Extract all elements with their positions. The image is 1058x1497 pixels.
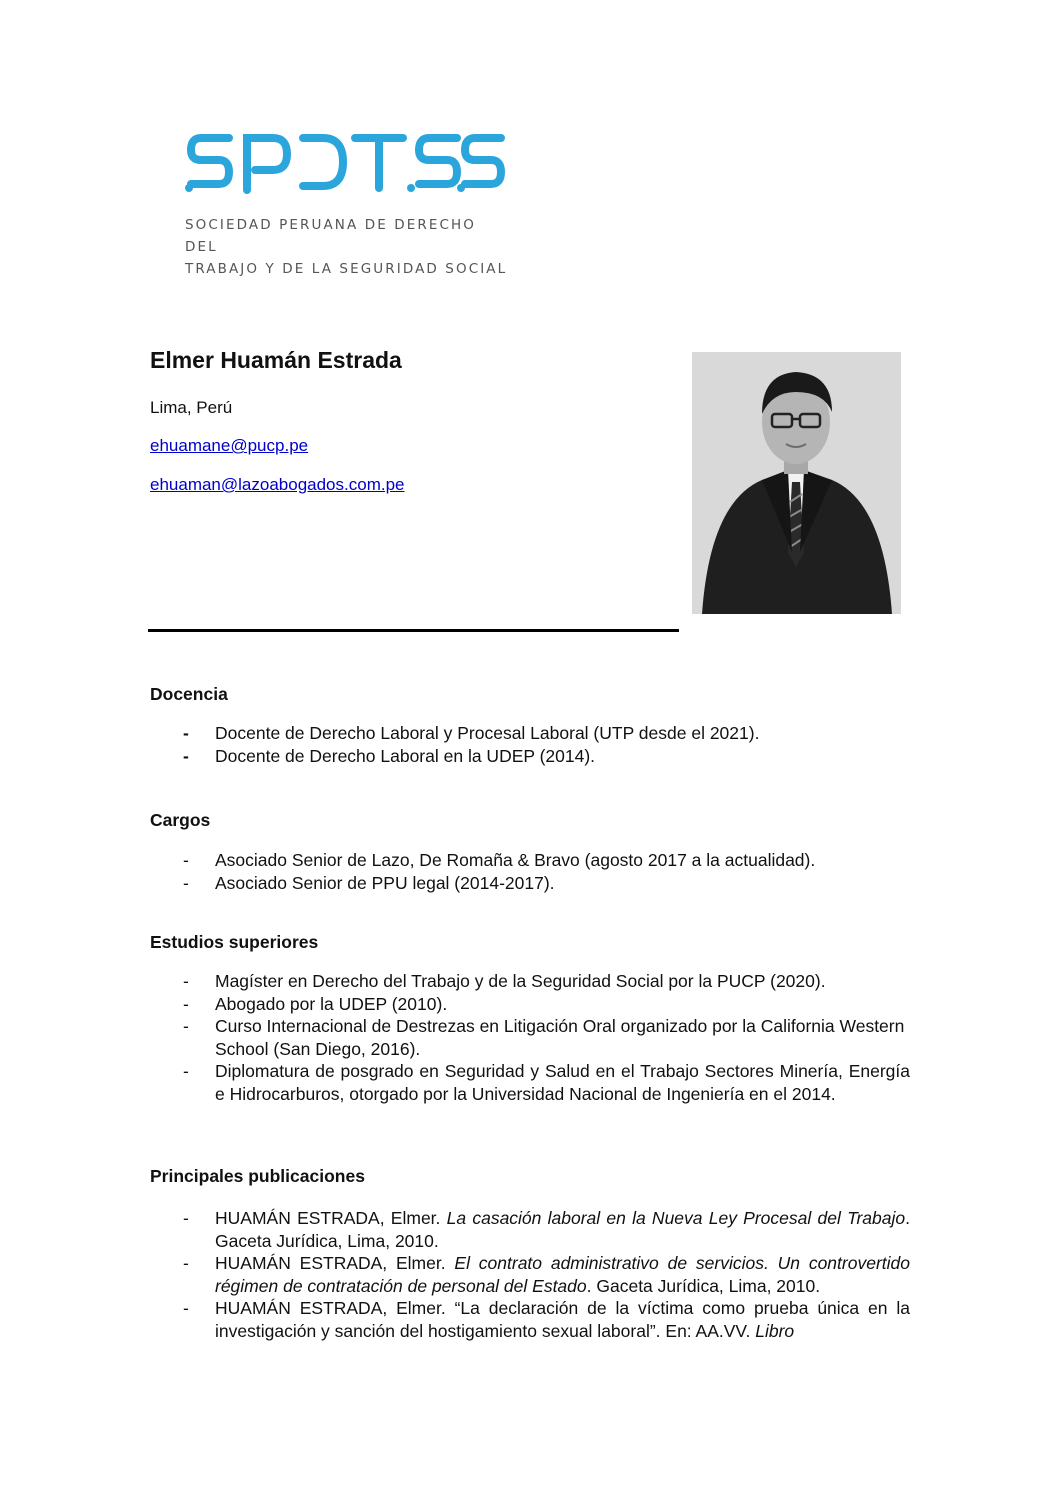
list-item: - Docente de Derecho Laboral y Procesal Laboral (UTP desde el 2021).	[150, 722, 910, 745]
section-title-docencia: Docencia	[150, 684, 228, 704]
logo-subtitle-line-2: TRABAJO Y DE LA SEGURIDAD SOCIAL	[185, 261, 508, 277]
list-item: - Abogado por la UDEP (2010).	[150, 993, 910, 1016]
header-divider	[148, 629, 679, 632]
publication-book: Libro	[755, 1320, 795, 1341]
section-title-publicaciones: Principales publicaciones	[150, 1166, 365, 1186]
publication-details: . Gaceta Jurídica, Lima, 2010.	[215, 1208, 910, 1251]
person-city: Lima, Perú	[150, 398, 233, 417]
list-item: - Diplomatura de posgrado en Seguridad y Salud en el Trabajo Sectores Minería, Energía e Hidrocarburos, otorgado por la Universidad Nacional de Ingeniería en el 2014.	[150, 1060, 910, 1105]
person-name: Elmer Huamán Estrada	[150, 347, 402, 373]
email-link-pucp[interactable]: ehuamane@pucp.pe	[150, 436, 309, 455]
section-title-estudios: Estudios superiores	[150, 932, 319, 952]
list-item: - Curso Internacional de Destrezas en Litigación Oral organizado por la California Western School (San Diego, 2016).	[150, 1015, 910, 1060]
publicaciones-list	[150, 1207, 910, 1342]
publication-item	[150, 1207, 910, 1252]
publication-title: “La declaración de la víctima como prueba única en la investigación y sanción del hostigamiento sexual laboral”. En: AA.VV.	[215, 1298, 910, 1341]
list-item: - Docente de Derecho Laboral en la UDEP (2014).	[150, 745, 910, 768]
email-link-lazo[interactable]: ehuaman@lazoabogados.com.pe	[150, 475, 405, 494]
spdtss-logo	[185, 128, 515, 280]
list-item: - Asociado Senior de PPU legal (2014-2017).	[150, 872, 910, 895]
publication-title: La casación laboral en la Nueva Ley Procesal del Trabajo	[446, 1208, 906, 1228]
estudios-list	[150, 970, 910, 1105]
publication-details: . Gaceta Jurídica, Lima, 2010.	[586, 1275, 821, 1296]
publication-author: HUAMÁN ESTRADA, Elmer.	[215, 1208, 447, 1228]
profile-photo	[692, 352, 901, 614]
list-item: - Asociado Senior de Lazo, De Romaña & Bravo (agosto 2017 a la actualidad).	[150, 849, 910, 872]
spdtss-logo-mark	[185, 128, 505, 198]
publication-author: HUAMÁN ESTRADA, Elmer.	[215, 1298, 455, 1318]
publication-title: El contrato administrativo de servicios. Un controvertido régimen de contratación de personal del Estado	[215, 1253, 910, 1296]
publication-item	[150, 1252, 910, 1297]
logo-subtitle	[185, 214, 515, 280]
section-title-cargos: Cargos	[150, 810, 211, 830]
publication-item	[150, 1297, 910, 1342]
docencia-list	[150, 722, 910, 767]
cargos-list	[150, 849, 910, 894]
list-item: - Magíster en Derecho del Trabajo y de la Seguridad Social por la PUCP (2020).	[150, 970, 910, 993]
logo-subtitle-line-1: SOCIEDAD PERUANA DE DERECHO DEL	[185, 217, 476, 255]
publication-author: HUAMÁN ESTRADA, Elmer.	[215, 1253, 455, 1273]
